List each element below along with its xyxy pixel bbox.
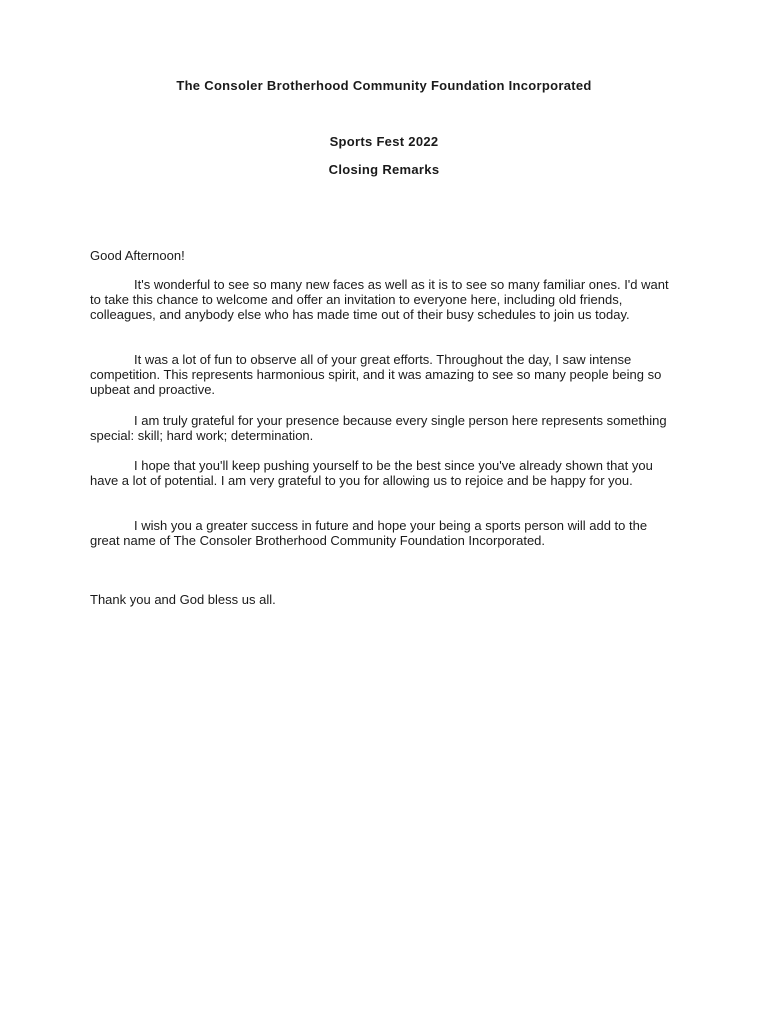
- event-title: Sports Fest 2022: [329, 134, 439, 149]
- paragraph-2: It was a lot of fun to observe all of your great efforts. Throughout the day, I saw intense competition. This represents harmonious spirit, and it was amazing to see so many people being so upbeat and proactive.: [90, 352, 662, 397]
- paragraph-5: I wish you a greater success in future and hope your being a sports person will add to the great name of The Consoler Brotherhood Community Foundation Incorporated.: [90, 518, 648, 548]
- event-subtitle: Closing Remarks: [328, 162, 440, 177]
- paragraph-4: I hope that you'll keep pushing yourself to be the best since you've already shown that you have a lot of potential. I am very grateful to you for allowing us to rejoice and be happy for you.: [90, 458, 653, 488]
- paragraph-1: It's wonderful to see so many new faces as well as it is to see so many familiar ones. I'd want to take this chance to welcome and offer an invitation to everyone here, including old friends, colleagues, and anybody else who has made time out of their busy schedules to join us today.: [90, 277, 669, 322]
- paragraph-3: I am truly grateful for your presence because every single person here represents something special: skill; hard work; determination.: [90, 413, 667, 443]
- closing-line: Thank you and God bless us all.: [90, 592, 276, 607]
- greeting: Good Afternoon!: [90, 248, 185, 263]
- organization-title: The Consoler Brotherhood Community Foundation Incorporated: [176, 78, 592, 93]
